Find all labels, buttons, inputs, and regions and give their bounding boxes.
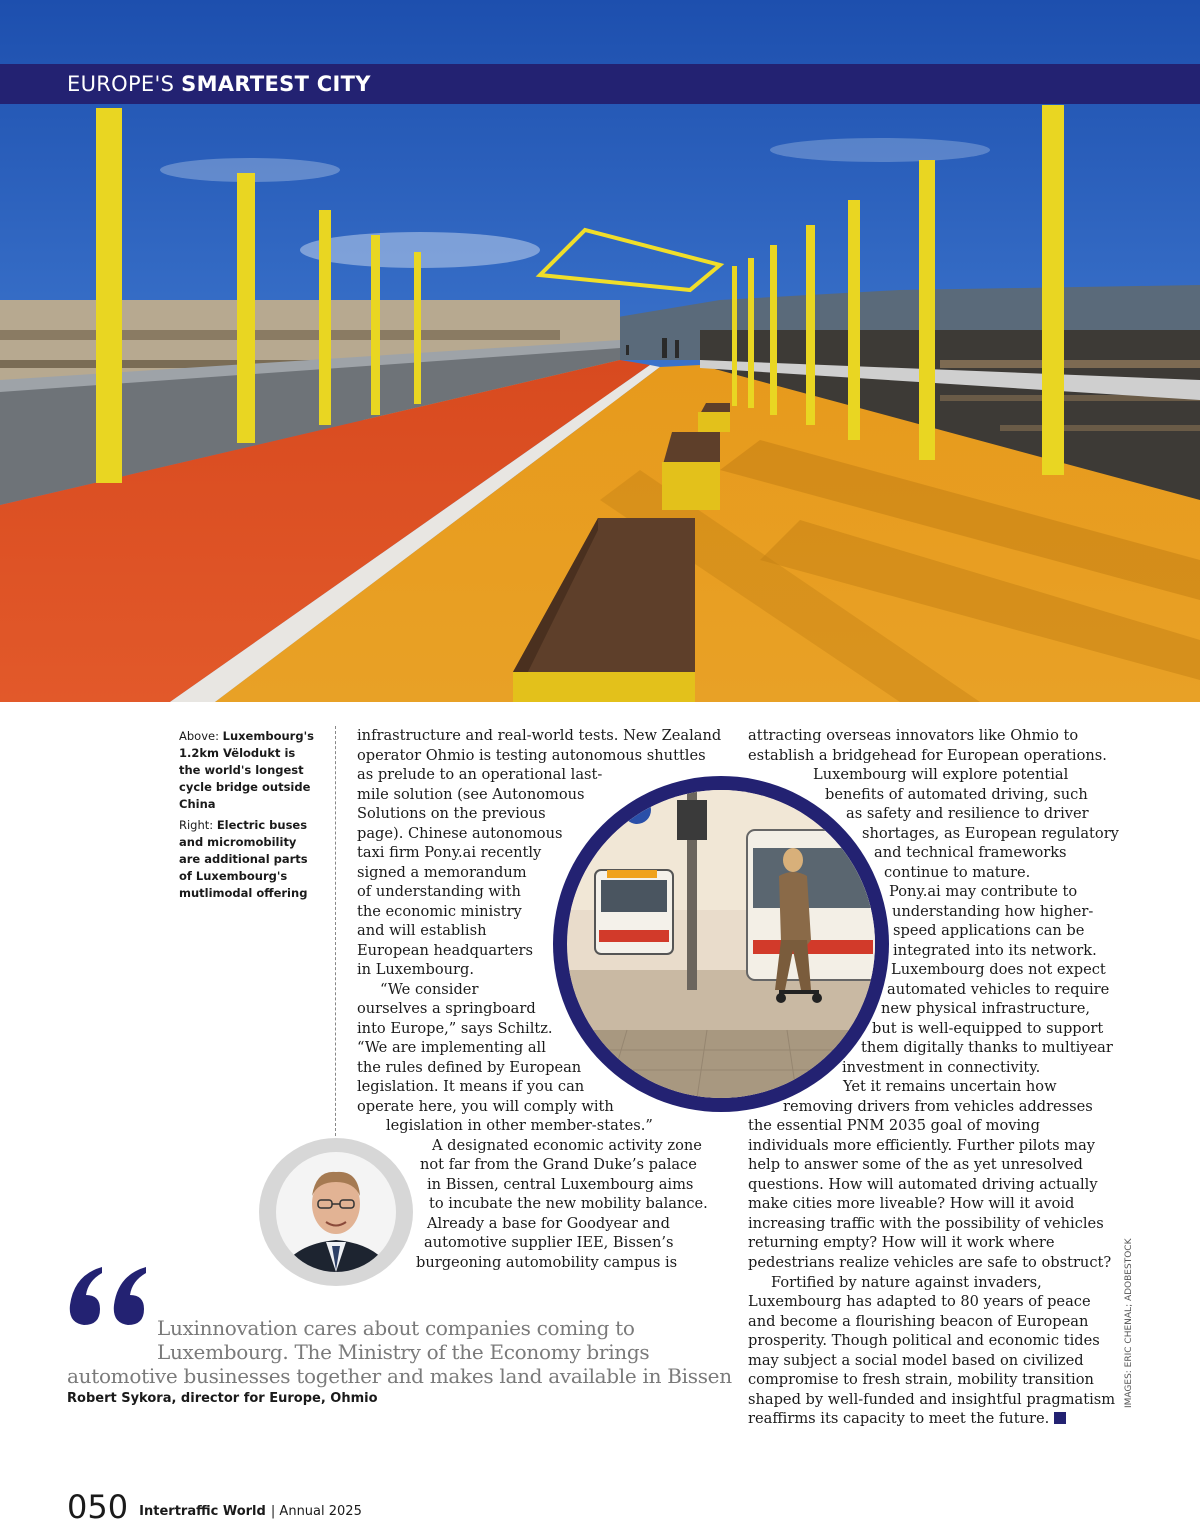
caption-right-lead: Right: <box>179 818 214 832</box>
caption-right-text: Electric buses and micromobility are additional parts of Luxembourg's mutlimodal offering <box>179 818 308 900</box>
text-line: European headquarters <box>357 942 533 959</box>
quote-mark-icon <box>66 1265 148 1327</box>
text-line: the economic ministry <box>357 903 522 920</box>
text-line: Yet it remains uncertain how <box>843 1078 1057 1095</box>
text-line: individuals more efficiently. Further pilots may <box>748 1137 1096 1154</box>
text-line: the essential PNM 2035 goal of moving <box>748 1117 1040 1134</box>
text-line: Luxembourg will explore potential <box>813 766 1069 783</box>
page-footer <box>67 1488 362 1526</box>
text-line: attracting overseas innovators like Ohmio to <box>748 727 1079 744</box>
text-line: investment in connectivity. <box>842 1059 1041 1076</box>
text-line: operator Ohmio is testing autonomous shuttles <box>357 747 706 764</box>
image-credit: IMAGES: ERIC CHENAL; ADOBESTOCK <box>1124 1238 1134 1408</box>
text-line: A designated economic activity zone <box>432 1137 702 1154</box>
text-line: Solutions on the previous <box>357 805 546 822</box>
text-line: shortages, as European regulatory <box>862 825 1119 842</box>
text-line: and will establish <box>357 922 487 939</box>
text-line: “We consider <box>380 981 479 998</box>
text-line: pedestrians realize vehicles are safe to obstruct? <box>748 1254 1112 1271</box>
text-line: integrated into its network. <box>893 942 1097 959</box>
text-line: shaped by well-funded and insightful pragmatism <box>748 1391 1116 1408</box>
text-line: legislation in other member-states.” <box>386 1117 653 1134</box>
text-line: understanding how higher- <box>892 903 1094 920</box>
issue-label: | Annual 2025 <box>270 1504 362 1519</box>
text-line: removing drivers from vehicles addresses <box>783 1098 1093 1115</box>
text-line: operate here, you will comply with <box>357 1098 614 1115</box>
text-line: Pony.ai may contribute to <box>889 883 1078 900</box>
speaker-portrait <box>259 1138 413 1286</box>
page-number: 050 <box>67 1488 129 1526</box>
text-line: compromise to fresh strain, mobility transition <box>748 1371 1094 1388</box>
text-line: Fortified by nature against invaders, <box>771 1274 1042 1291</box>
text-line: new physical infrastructure, <box>881 1000 1091 1017</box>
text-line: and become a flourishing beacon of European <box>748 1313 1089 1330</box>
text-line: Luxembourg does not expect <box>891 961 1106 978</box>
text-line: as safety and resilience to driver <box>846 805 1089 822</box>
text-line: prosperity. Though political and economic tides <box>748 1332 1100 1349</box>
hero-photo <box>0 0 1200 702</box>
section-header-bar <box>0 64 1200 104</box>
quote-attribution: Robert Sykora, director for Europe, Ohmio <box>67 1391 378 1406</box>
text-line: automated vehicles to require <box>887 981 1110 998</box>
text-line: to incubate the new mobility balance. <box>429 1195 708 1212</box>
caption-above-text: Luxembourg's 1.2km Vëlodukt is the world's longest cycle bridge outside China <box>179 729 314 811</box>
text-line: but is well-equipped to support <box>872 1020 1104 1037</box>
caption-above-lead: Above: <box>179 729 219 743</box>
text-line: benefits of automated driving, such <box>825 786 1088 803</box>
end-mark-icon <box>1054 1412 1066 1424</box>
text-line: infrastructure and real-world tests. New Zealand <box>357 727 722 744</box>
text-line: them digitally thanks to multiyear <box>861 1039 1113 1056</box>
text-line: in Bissen, central Luxembourg aims <box>427 1176 694 1193</box>
text-line: “We are implementing all <box>357 1039 546 1056</box>
text-line: legislation. It means if you can <box>357 1078 585 1095</box>
text-line: as prelude to an operational last- <box>357 766 603 783</box>
text-line: make cities more liveable? How will it avoid <box>748 1195 1075 1212</box>
text-line: may subject a social model based on civilized <box>748 1352 1084 1369</box>
photo-caption <box>179 728 319 906</box>
text-line: automotive supplier IEE, Bissen’s <box>424 1234 674 1251</box>
caption-divider <box>335 726 336 1136</box>
text-line: increasing traffic with the possibility of vehicles <box>748 1215 1104 1232</box>
text-line: Already a base for Goodyear and <box>427 1215 670 1232</box>
text-line: taxi firm Pony.ai recently <box>357 844 542 861</box>
text-line: mile solution (see Autonomous <box>357 786 585 803</box>
text-line: speed applications can be <box>893 922 1085 939</box>
circular-street-photo <box>553 776 889 1112</box>
text-line-final: reaffirms its capacity to meet the future. <box>748 1409 1066 1429</box>
text-line: of understanding with <box>357 883 521 900</box>
text-line: burgeoning automobility campus is <box>416 1254 678 1271</box>
text-line: ourselves a springboard <box>357 1000 536 1017</box>
text-line: continue to mature. <box>884 864 1031 881</box>
text-line: Luxembourg has adapted to 80 years of peace <box>748 1293 1091 1310</box>
magazine-name: Intertraffic World <box>139 1504 266 1519</box>
text-line: in Luxembourg. <box>357 961 474 978</box>
text-line: not far from the Grand Duke’s palace <box>420 1156 697 1173</box>
text-line: page). Chinese autonomous <box>357 825 563 842</box>
text-line: the rules defined by European <box>357 1059 582 1076</box>
pull-quote-line: Luxinnovation cares about companies coming to <box>157 1316 635 1340</box>
text-line: questions. How will automated driving actually <box>748 1176 1098 1193</box>
pull-quote-line: Luxembourg. The Ministry of the Economy brings <box>157 1340 650 1364</box>
text-line: signed a memorandum <box>357 864 527 881</box>
text-line: establish a bridgehead for European operations. <box>748 747 1107 764</box>
pull-quote-line: automotive businesses together and makes land available in Bissen <box>67 1364 732 1388</box>
section-title: EUROPE'S SMARTEST CITY <box>67 72 371 96</box>
text-line: help to answer some of the as yet unresolved <box>748 1156 1083 1173</box>
text-line: into Europe,” says Schiltz. <box>357 1020 553 1037</box>
text-line: returning empty? How will it work where <box>748 1234 1055 1251</box>
text-line: and technical frameworks <box>874 844 1067 861</box>
